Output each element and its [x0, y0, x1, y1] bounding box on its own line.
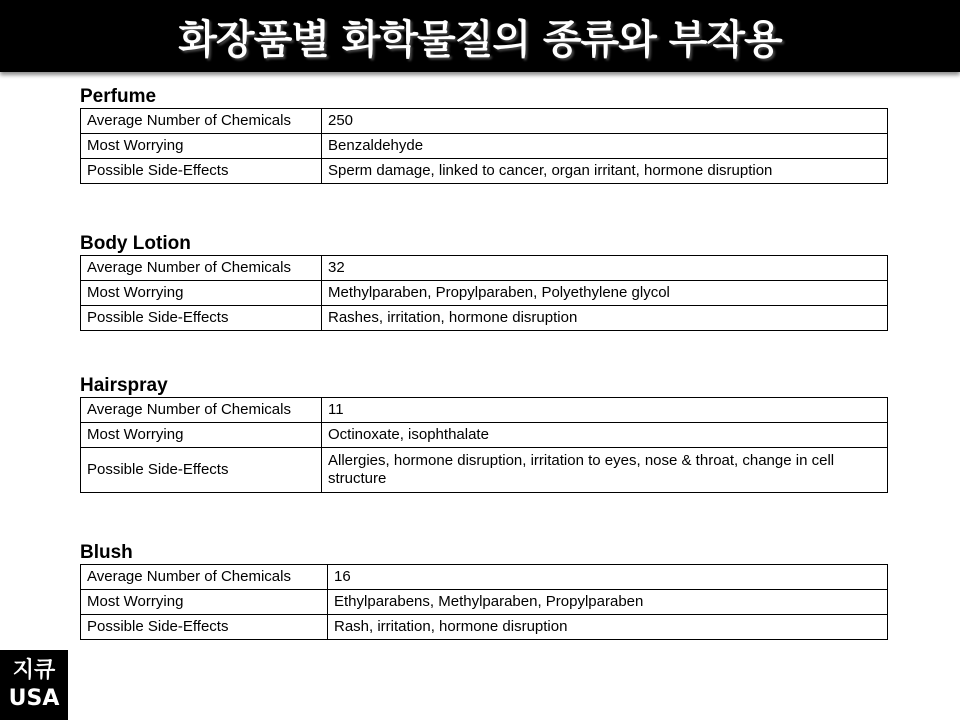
row-value: 11 [322, 398, 888, 423]
title-bar [0, 0, 960, 72]
section-heading: Body Lotion [80, 233, 191, 254]
chemical-table [80, 108, 888, 184]
row-value: Rash, irritation, hormone disruption [328, 615, 888, 640]
row-label: Possible Side-Effects [81, 615, 328, 640]
section-heading: Hairspray [80, 375, 168, 396]
row-label: Possible Side-Effects [81, 306, 322, 331]
row-label: Average Number of Chemicals [81, 256, 322, 281]
table-row [81, 615, 888, 640]
row-label: Most Worrying [81, 281, 322, 306]
row-label: Average Number of Chemicals [81, 565, 328, 590]
row-label: Most Worrying [81, 590, 328, 615]
section-heading: Perfume [80, 86, 157, 107]
row-value: 32 [322, 256, 888, 281]
table-row [81, 256, 888, 281]
section-heading: Blush [80, 542, 133, 563]
row-value: Sperm damage, linked to cancer, organ irritant, hormone disruption [322, 159, 888, 184]
chemical-table [80, 397, 888, 493]
table-row [81, 134, 888, 159]
section-blush [80, 542, 888, 640]
row-value: Ethylparabens, Methylparaben, Propylparaben [328, 590, 888, 615]
row-label: Most Worrying [81, 423, 322, 448]
row-label: Possible Side-Effects [81, 159, 322, 184]
table-row [81, 281, 888, 306]
chemical-table [80, 255, 888, 331]
logo-line-2: USA [8, 686, 60, 711]
row-value: Methylparaben, Propylparaben, Polyethylene glycol [322, 281, 888, 306]
row-label: Most Worrying [81, 134, 322, 159]
row-value: 16 [328, 565, 888, 590]
table-row [81, 565, 888, 590]
row-label: Average Number of Chemicals [81, 398, 322, 423]
logo [0, 650, 68, 720]
table-row [81, 448, 888, 493]
section-body-lotion [80, 233, 888, 331]
table-row [81, 306, 888, 331]
section-hairspray [80, 375, 888, 493]
row-label: Average Number of Chemicals [81, 109, 322, 134]
table-row [81, 590, 888, 615]
logo-line-1: 지큐 [12, 658, 56, 683]
section-perfume [80, 86, 888, 184]
row-value: Rashes, irritation, hormone disruption [322, 306, 888, 331]
table-row [81, 159, 888, 184]
table-row [81, 398, 888, 423]
row-value: Allergies, hormone disruption, irritation to eyes, nose & throat, change in cell structure [322, 448, 888, 493]
row-label: Possible Side-Effects [81, 448, 322, 493]
table-row [81, 423, 888, 448]
row-value: 250 [322, 109, 888, 134]
page-title: 화장품별 화학물질의 종류와 부작용 [178, 16, 782, 63]
chemical-table [80, 564, 888, 640]
row-value: Octinoxate, isophthalate [322, 423, 888, 448]
row-value: Benzaldehyde [322, 134, 888, 159]
table-row [81, 109, 888, 134]
